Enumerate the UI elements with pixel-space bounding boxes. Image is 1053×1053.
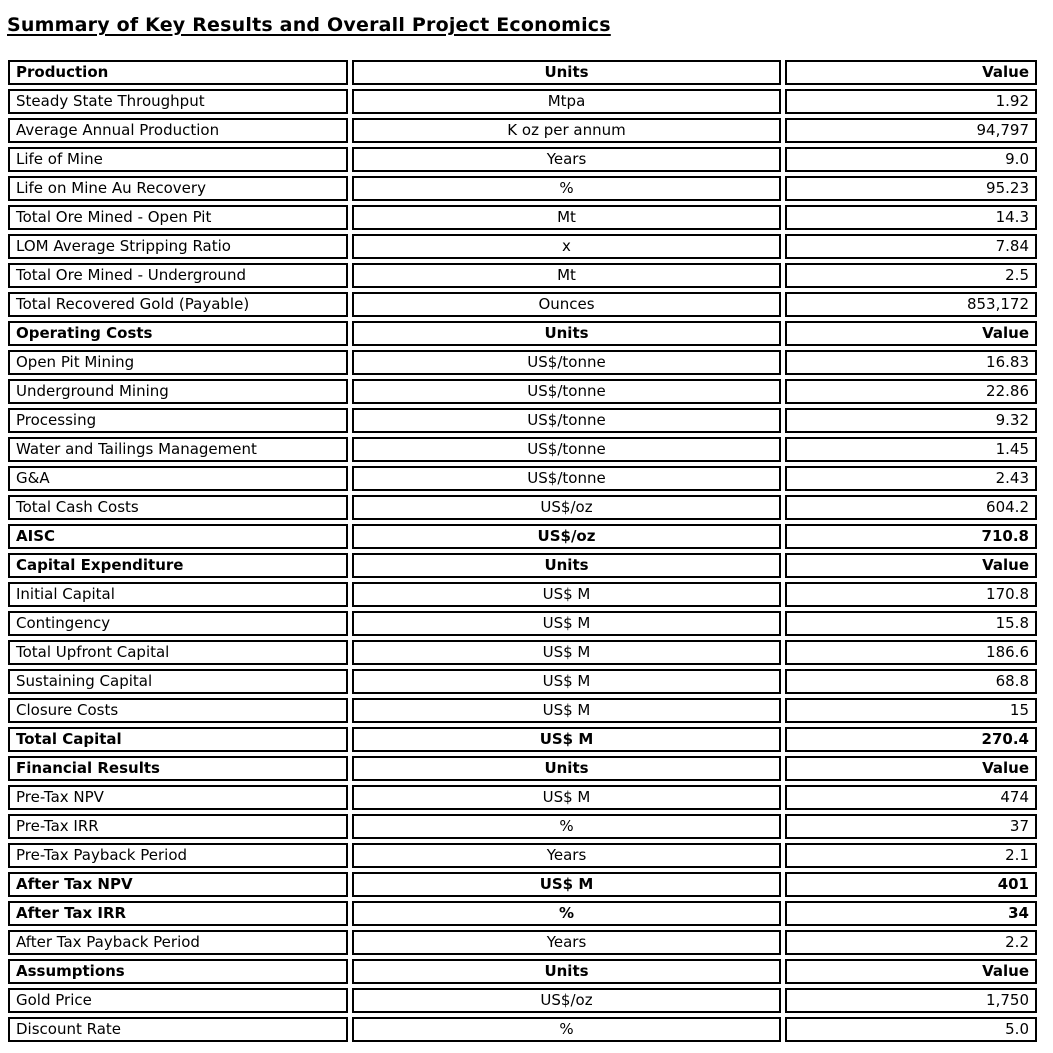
label-cell: Pre-Tax Payback Period [8, 843, 348, 868]
table-row [8, 698, 1037, 723]
unit-cell: US$/tonne [352, 350, 781, 375]
unit-cell: K oz per annum [352, 118, 781, 143]
unit-cell: x [352, 234, 781, 259]
label-cell: Sustaining Capital [8, 669, 348, 694]
unit-cell: Ounces [352, 292, 781, 317]
unit-cell: US$ M [352, 611, 781, 636]
table-row [8, 234, 1037, 259]
unit-cell: % [352, 176, 781, 201]
value-header-cell: Value [785, 553, 1037, 578]
label-cell: Closure Costs [8, 698, 348, 723]
value-cell: 853,172 [785, 292, 1037, 317]
section-header-row [8, 756, 1037, 781]
table-row [8, 437, 1037, 462]
page-title: Summary of Key Results and Overall Project Economics [7, 14, 611, 36]
value-cell: 34 [785, 901, 1037, 926]
unit-cell: US$/tonne [352, 466, 781, 491]
value-cell: 94,797 [785, 118, 1037, 143]
unit-cell: US$ M [352, 698, 781, 723]
label-cell: Total Ore Mined - Open Pit [8, 205, 348, 230]
value-cell: 170.8 [785, 582, 1037, 607]
table-row [8, 118, 1037, 143]
label-cell: Gold Price [8, 988, 348, 1013]
value-cell: 2.1 [785, 843, 1037, 868]
value-cell: 1,750 [785, 988, 1037, 1013]
table-row [8, 495, 1037, 520]
label-cell: Life on Mine Au Recovery [8, 176, 348, 201]
label-cell: G&A [8, 466, 348, 491]
table-row [8, 611, 1037, 636]
value-cell: 1.45 [785, 437, 1037, 462]
units-header-cell: Units [352, 959, 781, 984]
label-cell: Pre-Tax NPV [8, 785, 348, 810]
value-cell: 15.8 [785, 611, 1037, 636]
unit-cell: US$/tonne [352, 379, 781, 404]
label-cell: Life of Mine [8, 147, 348, 172]
table-row [8, 524, 1037, 549]
label-cell: After Tax NPV [8, 872, 348, 897]
value-cell: 474 [785, 785, 1037, 810]
table-row [8, 89, 1037, 114]
table-row [8, 640, 1037, 665]
unit-cell: % [352, 814, 781, 839]
value-cell: 401 [785, 872, 1037, 897]
table-row [8, 205, 1037, 230]
value-cell: 186.6 [785, 640, 1037, 665]
section-title-cell: Financial Results [8, 756, 348, 781]
section-title-cell: Capital Expenditure [8, 553, 348, 578]
table-row [8, 843, 1037, 868]
value-cell: 604.2 [785, 495, 1037, 520]
summary-table-body [8, 60, 1037, 1042]
section-header-row [8, 60, 1037, 85]
unit-cell: Mt [352, 205, 781, 230]
table-row [8, 350, 1037, 375]
value-cell: 95.23 [785, 176, 1037, 201]
unit-cell: US$ M [352, 640, 781, 665]
value-cell: 2.2 [785, 930, 1037, 955]
unit-cell: Years [352, 147, 781, 172]
label-cell: AISC [8, 524, 348, 549]
summary-table [4, 56, 1041, 1046]
unit-cell: % [352, 901, 781, 926]
unit-cell: US$ M [352, 785, 781, 810]
unit-cell: US$/oz [352, 524, 781, 549]
table-row [8, 379, 1037, 404]
units-header-cell: Units [352, 321, 781, 346]
label-cell: Total Upfront Capital [8, 640, 348, 665]
unit-cell: US$/oz [352, 495, 781, 520]
value-cell: 9.32 [785, 408, 1037, 433]
section-header-row [8, 553, 1037, 578]
unit-cell: US$/tonne [352, 408, 781, 433]
label-cell: Open Pit Mining [8, 350, 348, 375]
label-cell: Total Ore Mined - Underground [8, 263, 348, 288]
unit-cell: Mtpa [352, 89, 781, 114]
value-cell: 37 [785, 814, 1037, 839]
table-row [8, 988, 1037, 1013]
value-cell: 15 [785, 698, 1037, 723]
label-cell: After Tax IRR [8, 901, 348, 926]
table-row [8, 263, 1037, 288]
value-cell: 16.83 [785, 350, 1037, 375]
value-cell: 9.0 [785, 147, 1037, 172]
value-cell: 22.86 [785, 379, 1037, 404]
table-row [8, 466, 1037, 491]
label-cell: Total Cash Costs [8, 495, 348, 520]
table-row [8, 814, 1037, 839]
label-cell: Water and Tailings Management [8, 437, 348, 462]
label-cell: Discount Rate [8, 1017, 348, 1042]
unit-cell: US$ M [352, 582, 781, 607]
value-header-cell: Value [785, 756, 1037, 781]
units-header-cell: Units [352, 756, 781, 781]
unit-cell: Mt [352, 263, 781, 288]
table-row [8, 176, 1037, 201]
label-cell: Average Annual Production [8, 118, 348, 143]
units-header-cell: Units [352, 553, 781, 578]
unit-cell: % [352, 1017, 781, 1042]
table-row [8, 408, 1037, 433]
label-cell: Pre-Tax IRR [8, 814, 348, 839]
value-header-cell: Value [785, 959, 1037, 984]
value-header-cell: Value [785, 60, 1037, 85]
table-row [8, 930, 1037, 955]
value-cell: 5.0 [785, 1017, 1037, 1042]
unit-cell: US$ M [352, 669, 781, 694]
value-cell: 710.8 [785, 524, 1037, 549]
table-row [8, 292, 1037, 317]
value-cell: 1.92 [785, 89, 1037, 114]
label-cell: Total Recovered Gold (Payable) [8, 292, 348, 317]
label-cell: Initial Capital [8, 582, 348, 607]
label-cell: Steady State Throughput [8, 89, 348, 114]
unit-cell: Years [352, 843, 781, 868]
value-cell: 2.5 [785, 263, 1037, 288]
label-cell: LOM Average Stripping Ratio [8, 234, 348, 259]
label-cell: Processing [8, 408, 348, 433]
value-cell: 68.8 [785, 669, 1037, 694]
unit-cell: Years [352, 930, 781, 955]
label-cell: Total Capital [8, 727, 348, 752]
table-row [8, 669, 1037, 694]
section-header-row [8, 959, 1037, 984]
table-row [8, 785, 1037, 810]
value-cell: 270.4 [785, 727, 1037, 752]
value-header-cell: Value [785, 321, 1037, 346]
section-header-row [8, 321, 1037, 346]
value-cell: 14.3 [785, 205, 1037, 230]
section-title-cell: Production [8, 60, 348, 85]
table-row [8, 582, 1037, 607]
unit-cell: US$/oz [352, 988, 781, 1013]
label-cell: After Tax Payback Period [8, 930, 348, 955]
table-row [8, 901, 1037, 926]
table-row [8, 727, 1037, 752]
unit-cell: US$/tonne [352, 437, 781, 462]
section-title-cell: Assumptions [8, 959, 348, 984]
unit-cell: US$ M [352, 872, 781, 897]
value-cell: 2.43 [785, 466, 1037, 491]
table-row [8, 147, 1037, 172]
units-header-cell: Units [352, 60, 781, 85]
section-title-cell: Operating Costs [8, 321, 348, 346]
table-row [8, 1017, 1037, 1042]
table-row [8, 872, 1037, 897]
label-cell: Contingency [8, 611, 348, 636]
label-cell: Underground Mining [8, 379, 348, 404]
unit-cell: US$ M [352, 727, 781, 752]
value-cell: 7.84 [785, 234, 1037, 259]
